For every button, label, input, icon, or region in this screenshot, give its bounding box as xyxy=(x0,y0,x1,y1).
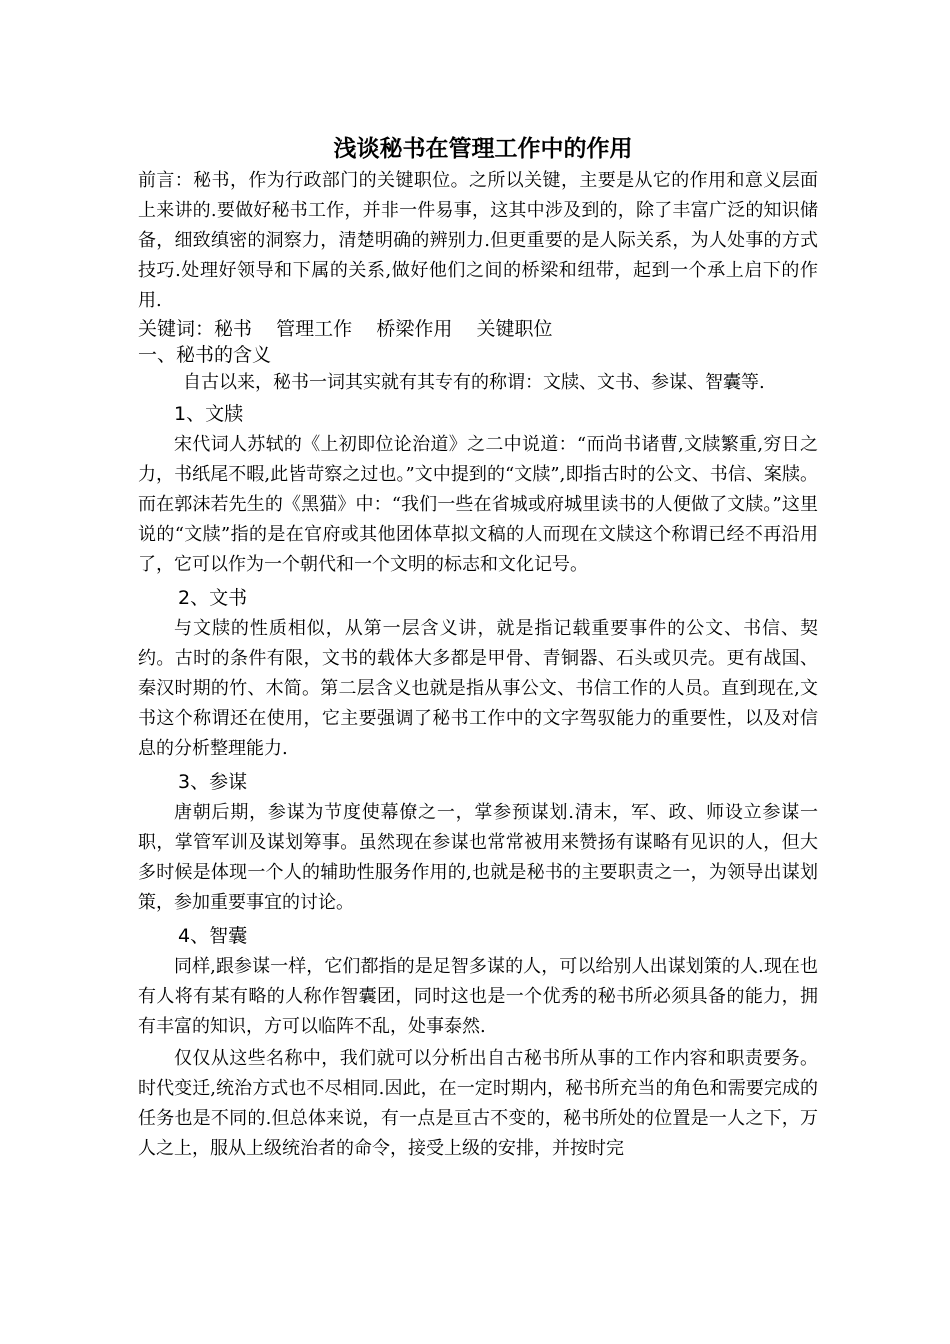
paragraph-wendu: 宋代词人苏轼的《上初即位论治道》之二中说道：“而尚书诸曹,文牍繁重,穷日之力，书纸尾不暇,此皆苛察之过也。”文中提到的“文牍”,即指古时的公文、书信、案牍。而在郭沫若先生的《黑猫》中：“我们一些在省城或府城里读书的人便做了文牍。”这里说的“文牍”指的是在官府或其他团体草拟文稿的人而现在文牍这个称谓已经不再沿用了，它可以作为一个朝代和一个文明的标志和文化记号。 xyxy=(138,434,818,575)
subheading-wenshu: 2、文书 xyxy=(178,587,248,609)
subheading-zhinang: 4、智囊 xyxy=(178,925,248,947)
paragraph-closing: 仅仅从这些名称中，我们就可以分析出自古秘书所从事的工作内容和职责要务。时代变迁,统治方式也不尽相同.因此，在一定时期内，秘书所充当的角色和需要完成的任务也是不同的.但总体来说，有一点是亘古不变的，秘书所处的位置是一人之下，万人之上，服从上级统治者的命令，接受上级的安排，并按时完 xyxy=(138,1048,818,1159)
section-intro-paragraph: 自古以来，秘书一词其实就有其专有的称谓：文牍、文书、参谋、智囊等. xyxy=(183,372,765,393)
section-heading-meaning: 一、秘书的含义 xyxy=(138,344,272,366)
paragraph-zhinang: 同样,跟参谋一样，它们都指的是足智多谋的人，可以给别人出谋划策的人.现在也有人将有某有略的人称作智囊团，同时这也是一个优秀的秘书所必须具备的能力，拥有丰富的知识，方可以临阵不乱，处事泰然. xyxy=(138,956,818,1037)
document-title: 浅谈秘书在管理工作中的作用 xyxy=(333,136,633,162)
document-body xyxy=(138,132,818,1164)
paragraph-wenshu: 与文牍的性质相似，从第一层含义讲，就是指记载重要事件的公文、书信、契约。古时的条件有限，文书的载体大多都是甲骨、青铜器、石头或贝壳。更有战国、秦汉时期的竹、木简。第二层含义也就是指从事公文、书信工作的人员。直到现在,文书这个称谓还在使用，它主要强调了秘书工作中的文字驾驭能力的重要性，以及对信息的分析整理能力. xyxy=(138,618,818,759)
keywords-line: 关键词：秘书 管理工作 桥梁作用 关键职位 xyxy=(138,318,553,340)
subheading-canmou: 3、参谋 xyxy=(178,771,248,793)
subheading-wendu: 1、文牍 xyxy=(174,403,244,425)
paragraph-canmou: 唐朝后期，参谋为节度使幕僚之一，掌参预谋划.清末，军、政、师设立参谋一职，掌管军训及谋划筹事。虽然现在参谋也常常被用来赞扬有谋略有见识的人，但大多时候是体现一个人的辅助性服务作用的,也就是秘书的主要职责之一，为领导出谋划策，参加重要事宜的讨论。 xyxy=(138,802,818,913)
preface-paragraph: 前言：秘书，作为行政部门的关键职位。之所以关键，主要是从它的作用和意义层面上来讲的.要做好秘书工作，并非一件易事，这其中涉及到的，除了丰富广泛的知识储备，细致缜密的洞察力，清楚明确的辨别力.但更重要的是人际关系，为人处事的方式技巧.处理好领导和下属的关系,做好他们之间的桥梁和纽带，起到一个承上启下的作用. xyxy=(138,170,818,311)
